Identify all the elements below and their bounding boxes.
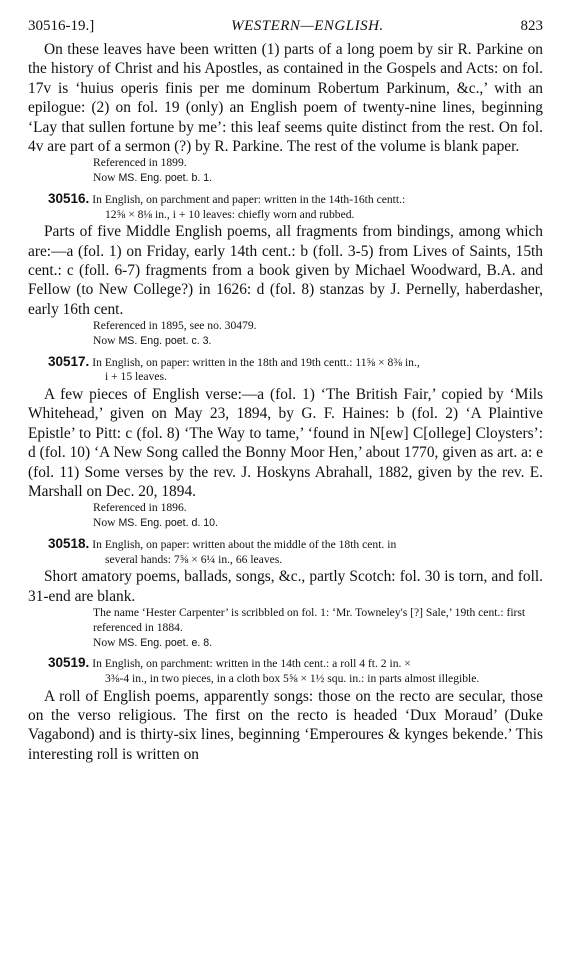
entry-30518-reference: The name ‘Hester Carpenter’ is scribbled on fol. 1: ‘Mr. Towneley's [?] Sale,’ 19th cent.: first referenced in 1884. (93, 606, 526, 634)
intro-reference: Referenced in 1899. (93, 156, 187, 170)
entry-30516-reference: Referenced in 1895, see no. 30479. (93, 319, 257, 333)
entry-number: 30518. (48, 536, 90, 552)
entry-30517-description: 30517. In English, on paper: written in the 18th and 19th centt.: 11⅝ × 8⅜ in., i + 15 leaves. (48, 353, 420, 384)
entry-30518-shelfmark: Now MS. Eng. poet. e. 8. (93, 635, 213, 649)
catalogue-page (28, 18, 543, 764)
entry-number: 30517. (48, 353, 90, 369)
entry-30516-description: 30516. In English, on parchment and paper: written in the 14th-16th centt.: 12⅝ × 8⅛ in., i + 10 leaves: chiefly worn and rubbed. (48, 191, 406, 221)
header-title: WESTERN—ENGLISH. (231, 18, 384, 34)
entry-30516-text: Parts of five Middle English poems, all fragments from bindings, among which are:—a (fol. 1) on Friday, early 14th cent.: b (foll. 3-5) from Lives of Saints, 15th cent.: c (foll. 6-7) fragments from a book given by Michael Woodward, B.A. and Fellow (to New College?) in 1626: d (fol. 8) stanzas by J. Pernelly, haberdasher, early 16th cent. (28, 223, 543, 318)
header-left: 30516-19.] (28, 18, 95, 34)
entry-30519-description: 30519. In English, on parchment: written in the 14th cent.: a roll 4 ft. 2 in. × 3⅜-4 in., in two pieces, in a cloth box 5⅝ × 1½ squ. in.: in parts almost illegible. (48, 655, 480, 686)
entry-30517-shelfmark: Now MS. Eng. poet. d. 10. (93, 516, 218, 530)
entry-30518-text: Short amatory poems, ballads, songs, &c., partly Scotch: fol. 30 is torn, and foll. 31-end are blank. (28, 568, 543, 605)
entry-30518-description: 30518. In English, on paper: written about the middle of the 18th cent. in several hands: 7⅝ × 6¼ in., 66 leaves. (48, 536, 397, 566)
entry-30517-reference: Referenced in 1896. (93, 501, 187, 515)
intro-paragraph: On these leaves have been written (1) parts of a long poem by sir R. Parkine on the history of Christ and his Apostles, as contained in the Gospels and Acts: on fol. 17v is ‘huius operis finis per me dominum Robertum Parkinum, &c.,’ with an epilogue: (2) on fol. 19 (only) an English poem of twenty-nine lines, beginning ‘Lay that sullen fortune by me’: this leaf seems quite distinct from the rest. On fol. 4v are part of a sermon (?) by R. Parkine. The rest of the volume is blank paper. (28, 41, 543, 156)
entry-30519-text: A roll of English poems, apparently songs: those on the recto are secular, those on the verso religious. The first on the recto is headed ‘Dux Moraud’ (Duke Vagabond) and is thirty-six lines, beginning ‘Emperoures & kynges bekende.’ This interesting roll is written on (28, 687, 543, 763)
entry-30517-text: A few pieces of English verse:—a (fol. 1) ‘The British Fair,’ copied by ‘Mils Whitehead,’ given on May 23, 1894, by G. F. Haines: b (fol. 2) ‘A Plaintive Epistle’ to Pitt: c (fol. 8) ‘The Way to tame,’ ‘found in N[ew] C[ollege] Cloysters’: d (fol. 10) ‘A New Song called the Bonny Moor Hen,’ about 1770, given as art. a: e (fol. 11) Some verses by the rev. J. Hoskyns Abrahall, 1882, given by the rev. E. Marshall on Dec. 20, 1894. (28, 386, 543, 501)
entry-number: 30519. (48, 655, 90, 671)
page-number: 823 (520, 18, 543, 34)
intro-shelfmark: Now MS. Eng. poet. b. 1. (93, 171, 213, 185)
entry-number: 30516. (48, 191, 90, 207)
entry-30516-shelfmark: Now MS. Eng. poet. c. 3. (93, 334, 212, 348)
running-header (28, 18, 543, 40)
